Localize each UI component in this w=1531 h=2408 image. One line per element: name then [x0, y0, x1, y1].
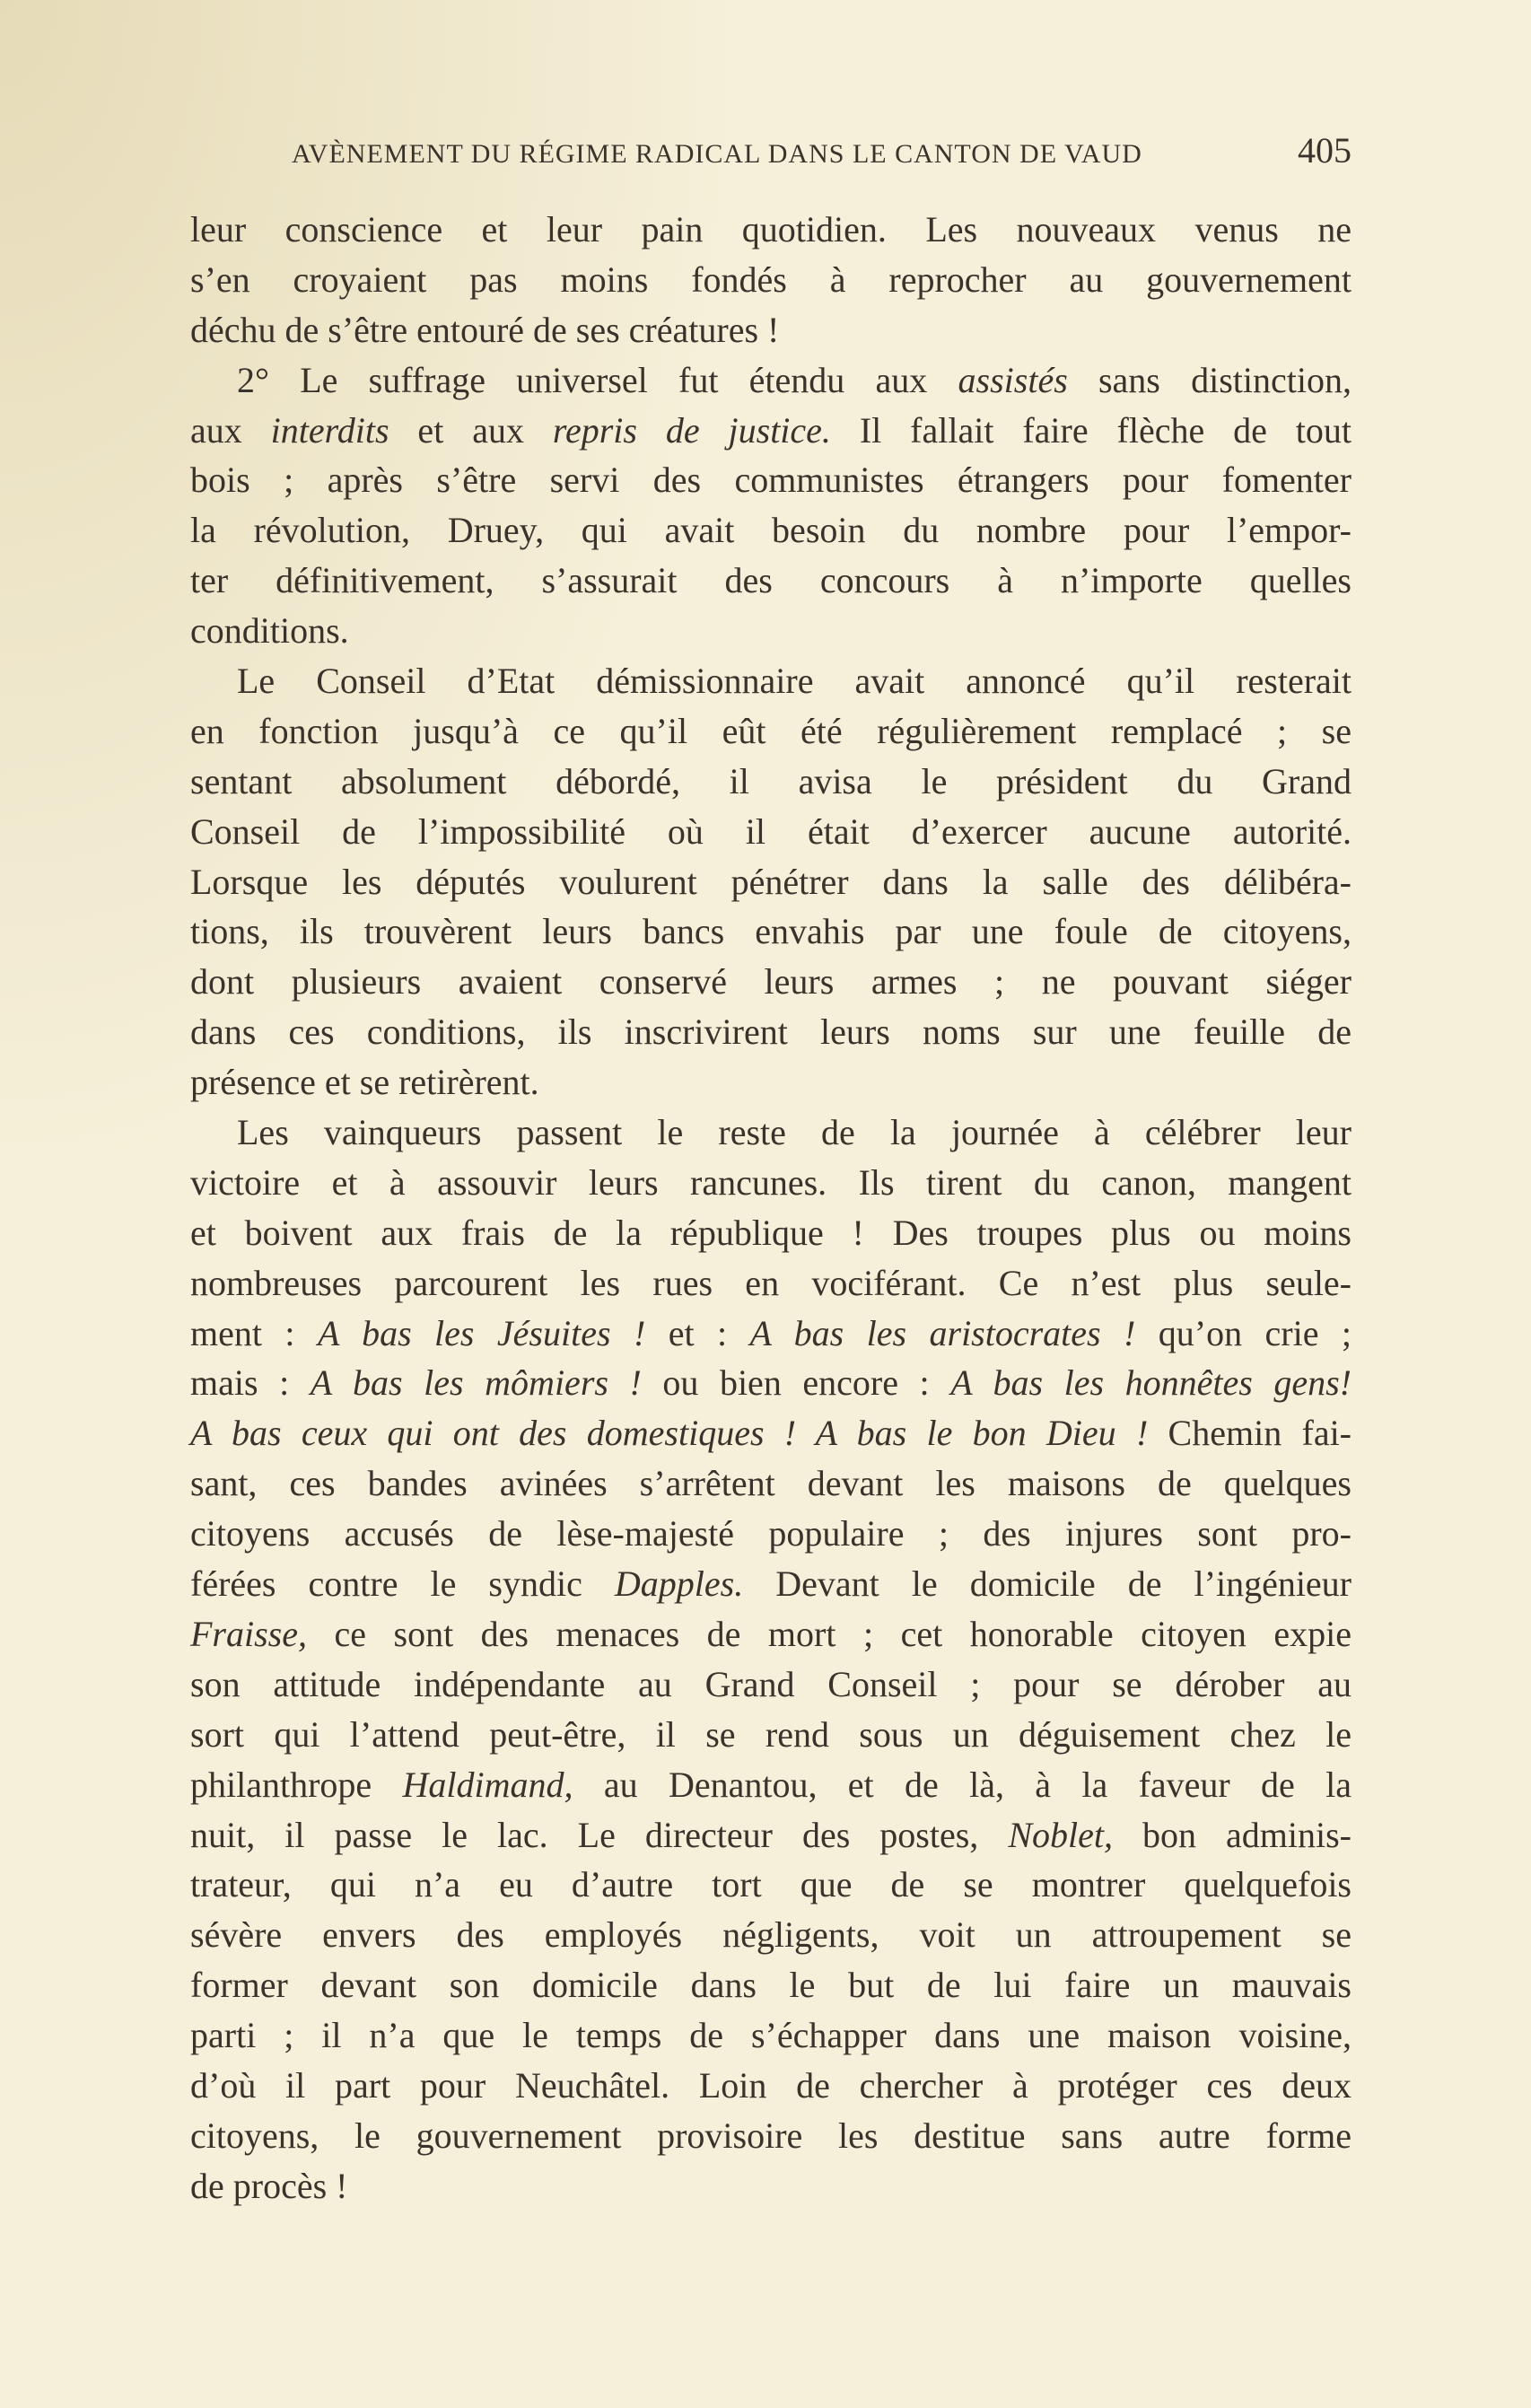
text-segment: déchu de s’être entouré de ses créatures !: [190, 309, 780, 350]
text-line: [190, 1960, 1352, 2010]
text-line: [190, 1108, 1352, 1158]
text-segment: tions, ils trouvèrent leurs bancs envahis par une foule de citoyens,: [190, 911, 1352, 952]
body-text: [190, 205, 1352, 2211]
text-segment: dont plusieurs avaient conservé leurs armes ; ne pouvant siéger: [190, 961, 1352, 1003]
text-segment: aux: [190, 409, 271, 451]
text-line: [190, 505, 1352, 556]
text-segment: Le Conseil d’Etat démissionnaire avait annoncé qu’il resterait: [237, 661, 1352, 702]
italic-text: A bas ceux qui ont des domestiques ! A bas le bon Dieu !: [190, 1413, 1149, 1454]
text-line: [190, 1408, 1352, 1458]
text-line: [190, 1609, 1352, 1659]
italic-text: A bas les aristocrates !: [749, 1312, 1136, 1353]
text-segment: au Denantou, et de là, à la faveur de la: [573, 1764, 1352, 1805]
text-segment: trateur, qui n’a eu d’autre tort que de se montrer quelquefois: [190, 1864, 1352, 1905]
text-segment: 2° Le suffrage universel fut étendu aux: [237, 359, 958, 400]
text-line: [190, 1309, 1352, 1359]
text-line: [190, 406, 1352, 456]
text-segment: présence et se retirèrent.: [190, 1062, 539, 1103]
text-segment: Devant le domicile de l’ingénieur: [743, 1563, 1352, 1605]
text-line: [190, 1057, 1352, 1108]
text-segment: s’en croyaient pas moins fondés à reprocher au gouvernement: [190, 258, 1352, 300]
text-segment: mais :: [190, 1362, 311, 1404]
italic-text: assistés: [958, 359, 1068, 400]
italic-text: Fraisse,: [190, 1613, 307, 1654]
text-segment: ter définitivement, s’assurait des concours à n’importe quelles: [190, 560, 1352, 601]
text-line: [190, 255, 1352, 305]
text-line: [190, 906, 1352, 957]
text-segment: et :: [645, 1312, 750, 1353]
text-line: [190, 1760, 1352, 1810]
text-segment: parti ; il n’a que le temps de s’échapper dans une maison voisine,: [190, 2015, 1352, 2056]
text-line: [190, 1559, 1352, 1609]
text-line: [190, 305, 1352, 355]
text-segment: dans ces conditions, ils inscrivirent leurs noms sur une feuille de: [190, 1011, 1352, 1053]
text-segment: Chemin fai-: [1148, 1413, 1352, 1454]
text-segment: son attitude indépendante au Grand Conseil ; pour se dérober au: [190, 1663, 1352, 1704]
page-number: 405: [1298, 130, 1352, 171]
text-segment: sant, ces bandes avinées s’arrêtent devant les maisons de quelques: [190, 1463, 1352, 1504]
text-segment: philanthrope: [190, 1764, 403, 1805]
text-line: [190, 205, 1352, 255]
text-segment: citoyens, le gouvernement provisoire les destitue sans autre forme: [190, 2115, 1352, 2156]
text-line: [190, 706, 1352, 757]
text-line: [190, 1860, 1352, 1910]
text-segment: ou bien encore :: [641, 1362, 951, 1404]
text-segment: et aux: [389, 409, 553, 451]
italic-text: interdits: [270, 409, 389, 451]
text-segment: citoyens accusés de lèse-majesté populaire ; des injures sont pro-: [190, 1513, 1352, 1554]
text-segment: ce sont des menaces de mort ; cet honorable citoyen expie: [307, 1613, 1352, 1654]
text-segment: férées contre le syndic: [190, 1563, 615, 1605]
italic-text: Dapples.: [614, 1563, 744, 1605]
text-segment: Conseil de l’impossibilité où il était d’exercer aucune autorité.: [190, 810, 1352, 852]
text-segment: d’où il part pour Neuchâtel. Loin de chercher à protéger ces deux: [190, 2064, 1352, 2106]
text-line: [190, 355, 1352, 406]
text-segment: bon adminis-: [1113, 1814, 1352, 1855]
italic-text: A bas les Jésuites !: [317, 1312, 646, 1353]
text-segment: victoire et à assouvir leurs rancunes. Ils tirent du canon, mangent: [190, 1161, 1352, 1203]
text-line: [190, 857, 1352, 907]
text-segment: sévère envers des employés négligents, voit un attroupement se: [190, 1914, 1352, 1956]
text-line: [190, 1659, 1352, 1710]
text-segment: Lorsque les députés voulurent pénétrer dans la salle des délibéra-: [190, 861, 1352, 902]
text-line: [190, 807, 1352, 857]
text-line: [190, 2161, 1352, 2211]
italic-text: A bas les honnêtes gens!: [950, 1362, 1352, 1404]
text-segment: nuit, il passe le lac. Le directeur des postes,: [190, 1814, 1009, 1855]
italic-text: repris de justice.: [552, 409, 831, 451]
text-line: [190, 2010, 1352, 2061]
text-segment: Les vainqueurs passent le reste de la journée à célébrer leur: [237, 1112, 1352, 1153]
text-segment: bois ; après s’être servi des communistes étrangers pour fomenter: [190, 460, 1352, 501]
text-line: [190, 1007, 1352, 1057]
text-line: [190, 1358, 1352, 1408]
text-line: [190, 1509, 1352, 1559]
running-header: [190, 130, 1352, 174]
text-line: [190, 1458, 1352, 1509]
text-line: [190, 1208, 1352, 1258]
text-segment: nombreuses parcourent les rues en vociférant. Ce n’est plus seule-: [190, 1262, 1352, 1303]
text-segment: former devant son domicile dans le but de lui faire un mauvais: [190, 1965, 1352, 2006]
text-segment: de procès !: [190, 2165, 348, 2206]
text-line: [190, 1810, 1352, 1861]
running-title: AVÈNEMENT DU RÉGIME RADICAL DANS LE CANTON DE VAUD: [292, 139, 1142, 169]
text-line: [190, 1710, 1352, 1760]
text-line: [190, 2061, 1352, 2111]
text-segment: sentant absolument débordé, il avisa le président du Grand: [190, 760, 1352, 801]
text-segment: et boivent aux frais de la république ! Des troupes plus ou moins: [190, 1212, 1352, 1253]
text-line: [190, 556, 1352, 606]
text-segment: conditions.: [190, 610, 349, 652]
text-line: [190, 455, 1352, 505]
italic-text: Noblet,: [1008, 1814, 1113, 1855]
text-line: [190, 757, 1352, 807]
text-segment: sort qui l’attend peut-être, il se rend sous un déguisement chez le: [190, 1713, 1352, 1755]
text-line: [190, 656, 1352, 706]
text-segment: sans distinction,: [1067, 359, 1352, 400]
text-line: [190, 1258, 1352, 1309]
italic-text: Haldimand,: [402, 1764, 573, 1805]
text-segment: en fonction jusqu’à ce qu’il eût été régulièrement remplacé ; se: [190, 710, 1352, 751]
text-segment: la révolution, Druey, qui avait besoin du nombre pour l’empor-: [190, 510, 1352, 551]
text-segment: Il fallait faire flèche de tout: [830, 409, 1352, 451]
text-segment: qu’on crie ;: [1135, 1312, 1352, 1353]
italic-text: A bas les mômiers !: [310, 1362, 642, 1404]
text-line: [190, 957, 1352, 1007]
text-segment: ment :: [190, 1312, 318, 1353]
text-line: [190, 2111, 1352, 2161]
text-line: [190, 1158, 1352, 1208]
text-line: [190, 606, 1352, 656]
text-segment: leur conscience et leur pain quotidien. Les nouveaux venus ne: [190, 209, 1352, 250]
text-line: [190, 1910, 1352, 1960]
